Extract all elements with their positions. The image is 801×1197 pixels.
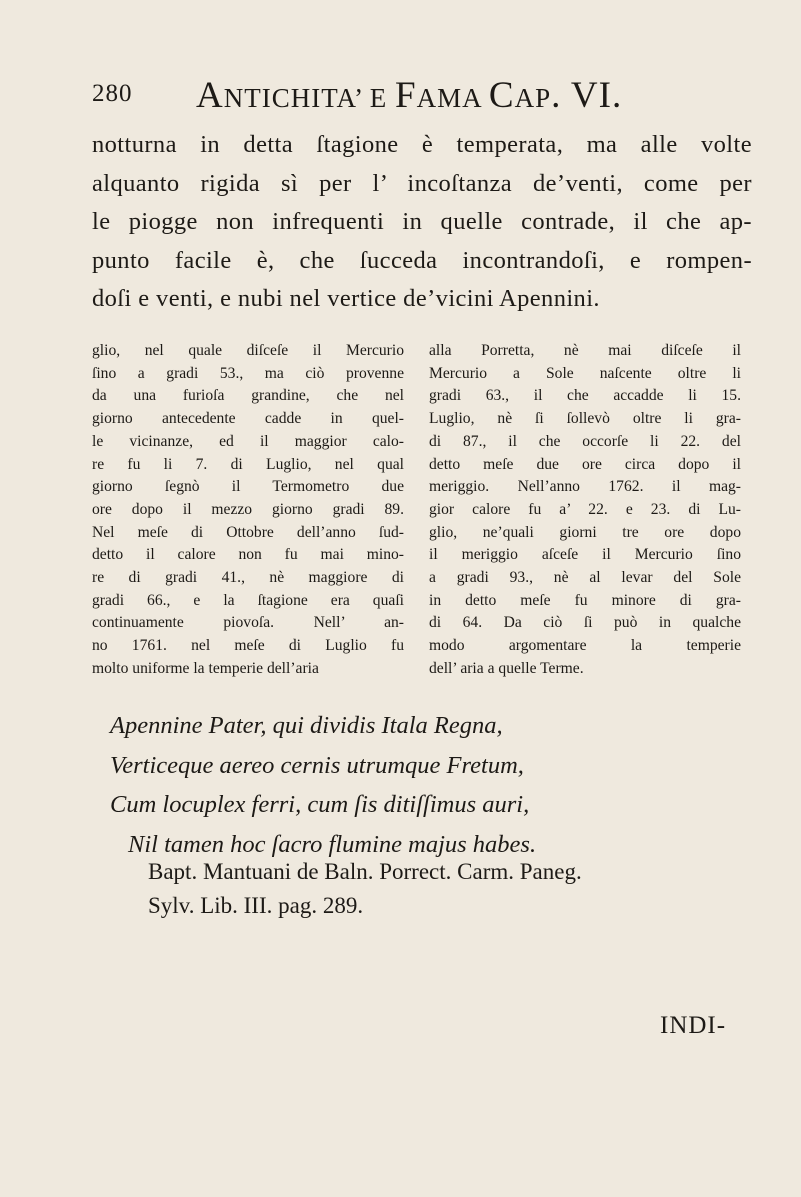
footnote-line: giorno ſegnò il Termometro due: [92, 478, 404, 496]
footnote-line: ore dopo il mezzo giorno gradi 89.: [92, 500, 404, 518]
catchword: INDI-: [660, 1012, 727, 1039]
footnote-line: glio, nel quale diſceſe il Mercurio: [92, 342, 404, 359]
footnote-line: Mercurio a Sole naſcente oltre li: [429, 364, 741, 382]
footnote-line: no 1761. nel meſe di Luglio fu: [92, 637, 404, 655]
footnote-line: a gradi 93., nè al levar del Sole: [429, 569, 741, 587]
body-line: alquanto rigida sì per l’ incoſtanza de’venti, come per: [92, 169, 752, 197]
footnote-line: giorno antecedente cadde in quel-: [92, 410, 404, 428]
footnote-line: gior calore fu a’ 22. e 23. di Lu-: [429, 500, 741, 518]
citation-line: Bapt. Mantuani de Baln. Porrect. Carm. Paneg.: [148, 859, 582, 884]
verse-line: Apennine Pater, qui dividis Itala Regna,: [110, 712, 503, 739]
footnote-line: di 87., il che occorſe li 22. del: [429, 432, 741, 450]
footnote-line: re di gradi 41., nè maggiore di: [92, 569, 404, 587]
footnote-line: le vicinanze, ed il maggior calo-: [92, 432, 404, 450]
footnote-line: di 64. Da ciò ſi può in qualche: [429, 614, 741, 632]
footnote-line: re fu li 7. di Luglio, nel qual: [92, 455, 404, 473]
footnote-line: alla Porretta, nè mai diſceſe il: [429, 342, 741, 359]
footnote-line: Nel meſe di Ottobre dell’anno ſud-: [92, 523, 404, 541]
verse-line: Nil tamen hoc ſacro flumine majus habes.: [128, 830, 537, 858]
footnote-line: gradi 63., il che accadde li 15.: [429, 387, 741, 405]
body-line: notturna in detta ſtagione è temperata, ma alle volte: [92, 131, 752, 158]
footnote-line: ſino a gradi 53., ma ciò provenne: [92, 364, 404, 382]
footnote-line: modo argomentare la temperie: [429, 637, 741, 655]
footnote-line: glio, ne’quali giorni tre ore dopo: [429, 523, 741, 541]
footnote-column-left: [92, 340, 404, 681]
body-line: punto facile è, che ſucceda incontrandoſi, e rompen-: [92, 246, 752, 274]
verse-citation: [148, 855, 768, 923]
verse-line: Cum locuplex ferri, cum ſis ditiſſimus auri,: [110, 791, 530, 818]
body-line: doſi e venti, e nubi nel vertice de’vicini Apennini.: [92, 285, 600, 312]
footnote-line: detto il calore non fu mai mino-: [92, 546, 404, 564]
footnote-line: da una furioſa grandine, che nel: [92, 387, 404, 405]
verse-line: Verticeque aereo cernis utrumque Fretum,: [110, 751, 524, 779]
page-number: 280: [92, 80, 133, 107]
citation-line: Sylv. Lib. III. pag. 289.: [148, 893, 364, 918]
footnote-line: in detto meſe fu minore di gra-: [429, 591, 741, 609]
footnote-line: meriggio. Nell’anno 1762. il mag-: [429, 478, 741, 496]
running-head: ANTICHITA’ E FAMA CAP. VI.: [196, 75, 623, 116]
footnote-line: Luglio, nè ſi ſollevò oltre li gra-: [429, 410, 741, 428]
footnotes: [92, 340, 754, 677]
footnote-line: detto meſe due ore circa dopo il: [429, 455, 741, 473]
footnote-line: molto uniforme la temperie dell’aria: [92, 659, 319, 677]
footnote-line: gradi 66., e la ſtagione era quaſi: [92, 591, 404, 609]
footnote-line: dell’ aria a quelle Terme.: [429, 659, 584, 677]
footnote-line: il meriggio aſceſe il Mercurio ſino: [429, 546, 741, 564]
page-header: [92, 74, 752, 124]
footnote-line: continuamente piovoſa. Nell’ an-: [92, 614, 404, 632]
body-paragraph: [92, 126, 752, 319]
footnote-column-right: [429, 340, 741, 681]
latin-verse: [98, 706, 718, 864]
body-line: le piogge non infrequenti in quelle contrade, il che ap-: [92, 208, 752, 235]
